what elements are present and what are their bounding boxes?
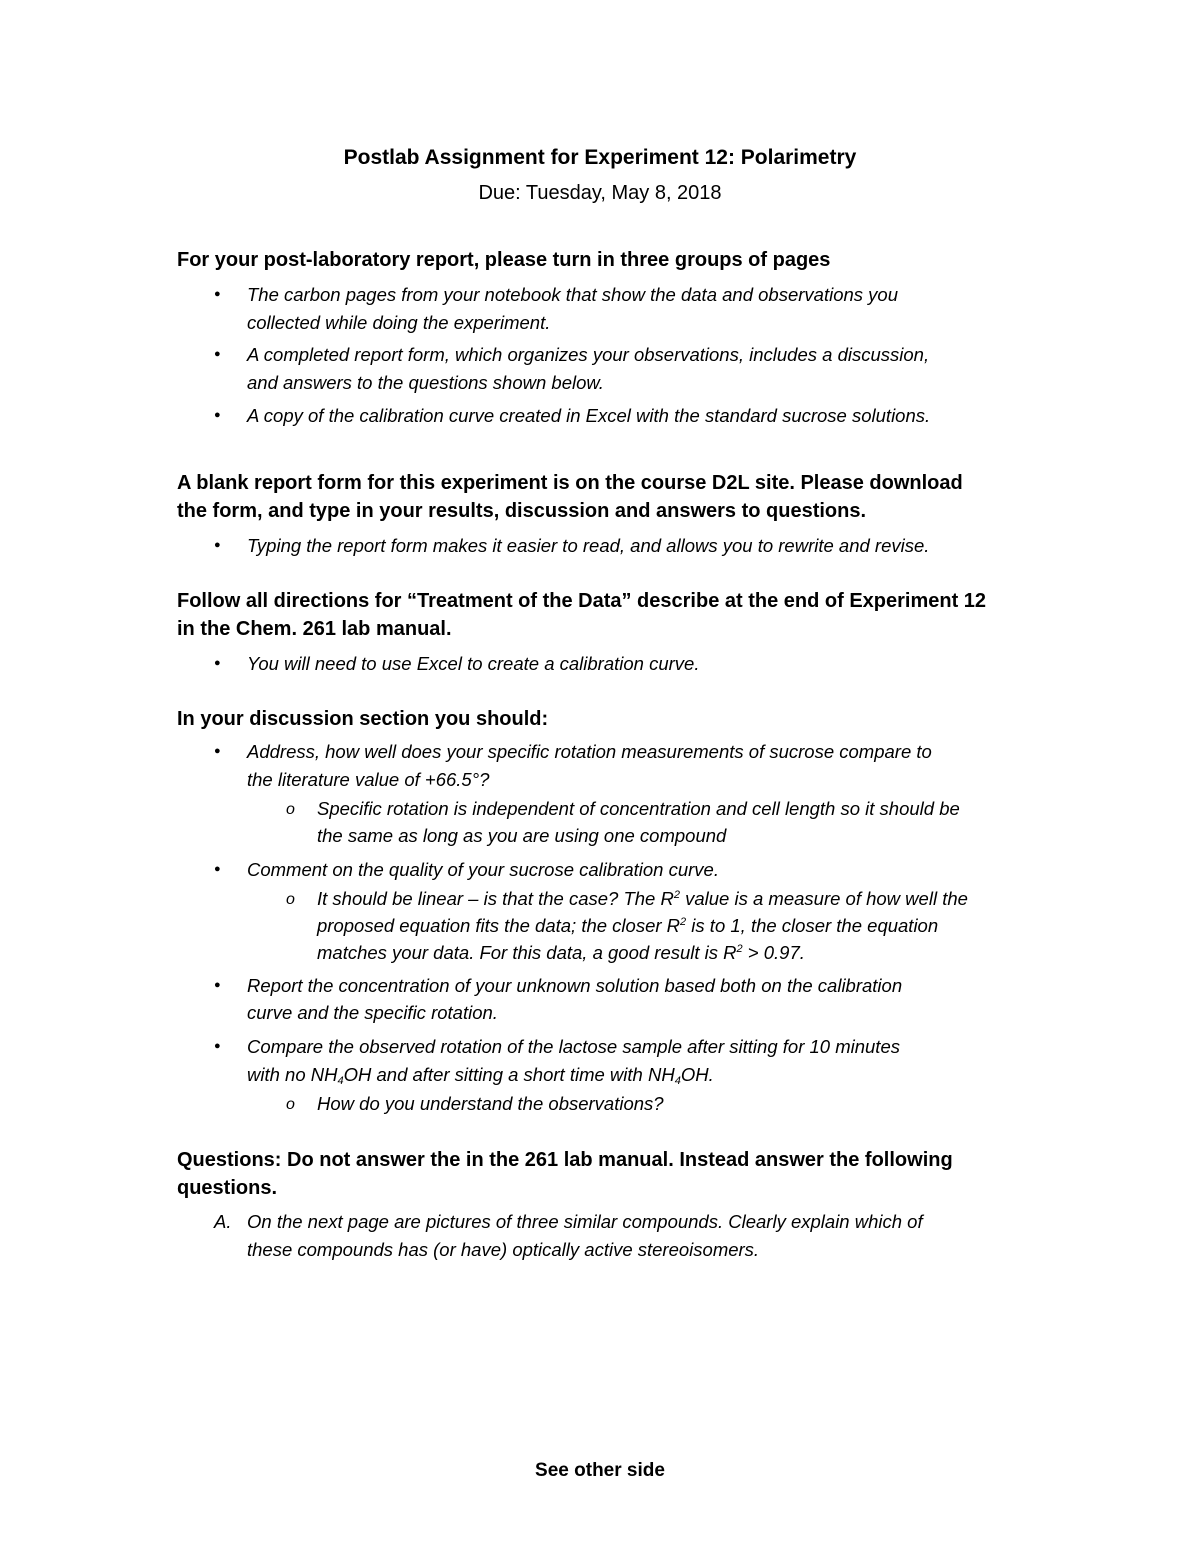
list-item-text: Comment on the quality of your sucrose calibration curve.	[247, 859, 719, 880]
list-item-text: Typing the report form makes it easier to read, and allows you to rewrite and revise.	[247, 535, 930, 556]
list-item-text: A copy of the calibration curve created in Excel with the standard sucrose solutions.	[247, 405, 931, 426]
text-run: OH and after sitting a short time with NH	[343, 1064, 675, 1085]
bullet-icon: ●	[214, 745, 221, 757]
sub-list-item-text	[317, 885, 968, 912]
page-title: Postlab Assignment for Experiment 12: Polarimetry	[343, 146, 857, 169]
list-item-text	[247, 1061, 714, 1088]
section-heading-blank-form: the form, and type in your results, discussion and answers to questions.	[177, 500, 867, 522]
page-footer: See other side	[535, 1460, 665, 1481]
bullet-icon: ●	[214, 1040, 221, 1052]
bullet-icon: ●	[214, 657, 221, 669]
superscript: 2	[736, 943, 743, 955]
list-item-text: the literature value of +66.5°?	[247, 769, 490, 790]
text-run: with no NH	[247, 1064, 338, 1085]
sub-bullet-icon: o	[286, 801, 295, 818]
sub-list-item-text	[317, 939, 805, 966]
section-heading-questions: Questions: Do not answer the in the 261 lab manual. Instead answer the following	[177, 1149, 953, 1171]
section-heading-blank-form: A blank report form for this experiment is on the course D2L site. Please download	[177, 472, 963, 494]
section-heading-discussion: In your discussion section you should:	[177, 708, 549, 730]
list-item-text: You will need to use Excel to create a calibration curve.	[247, 653, 700, 674]
subscript: 4	[674, 1075, 681, 1087]
subscript: 4	[337, 1075, 344, 1087]
text-run: It should be linear – is that the case? The R	[317, 888, 674, 909]
superscript: 2	[673, 889, 680, 901]
sub-list-item-text: Specific rotation is independent of concentration and cell length so it should be	[317, 798, 960, 819]
superscript: 2	[680, 916, 687, 928]
list-item-text: The carbon pages from your notebook that show the data and observations you	[247, 284, 898, 305]
section-heading-treatment: Follow all directions for “Treatment of the Data” describe at the end of Experiment 12	[177, 590, 987, 612]
list-item-text: and answers to the questions shown below.	[247, 372, 604, 393]
bullet-icon: ●	[214, 539, 221, 551]
bullet-icon: ●	[214, 288, 221, 300]
bullet-icon: ●	[214, 348, 221, 360]
sub-list-item-text: the same as long as you are using one compound	[317, 825, 727, 846]
sub-bullet-icon: o	[286, 891, 295, 908]
sub-bullet-icon: o	[286, 1096, 295, 1113]
list-item-text: curve and the specific rotation.	[247, 1002, 498, 1023]
section-heading-questions: questions.	[177, 1177, 278, 1199]
list-item-text: Report the concentration of your unknown solution based both on the calibration	[247, 975, 903, 996]
list-item-text: Address, how well does your specific rotation measurements of sucrose compare to	[247, 741, 932, 762]
bullet-icon: ●	[214, 863, 221, 875]
question-marker: A.	[214, 1211, 232, 1232]
section-heading-treatment: in the Chem. 261 lab manual.	[177, 618, 452, 640]
question-text: these compounds has (or have) optically active stereoisomers.	[247, 1239, 760, 1260]
text-run: matches your data. For this data, a good result is R	[317, 942, 737, 963]
section-heading-report-pages: For your post-laboratory report, please turn in three groups of pages	[177, 249, 831, 271]
due-date: Due: Tuesday, May 8, 2018	[478, 182, 722, 204]
sub-list-item-text	[317, 912, 938, 939]
list-item-text: A completed report form, which organizes your observations, includes a discussion,	[247, 344, 930, 365]
text-run: is to 1, the closer the equation	[686, 915, 939, 936]
text-run: OH.	[680, 1064, 714, 1085]
list-item-text: Compare the observed rotation of the lactose sample after sitting for 10 minutes	[247, 1036, 900, 1057]
sub-list-item-text: How do you understand the observations?	[317, 1093, 664, 1114]
text-run: > 0.97.	[742, 942, 805, 963]
text-run: proposed equation fits the data; the closer R	[317, 915, 681, 936]
bullet-icon: ●	[214, 979, 221, 991]
text-run: value is a measure of how well the	[679, 888, 968, 909]
question-text: On the next page are pictures of three similar compounds. Clearly explain which of	[247, 1211, 923, 1232]
bullet-icon: ●	[214, 409, 221, 421]
list-item-text: collected while doing the experiment.	[247, 312, 551, 333]
